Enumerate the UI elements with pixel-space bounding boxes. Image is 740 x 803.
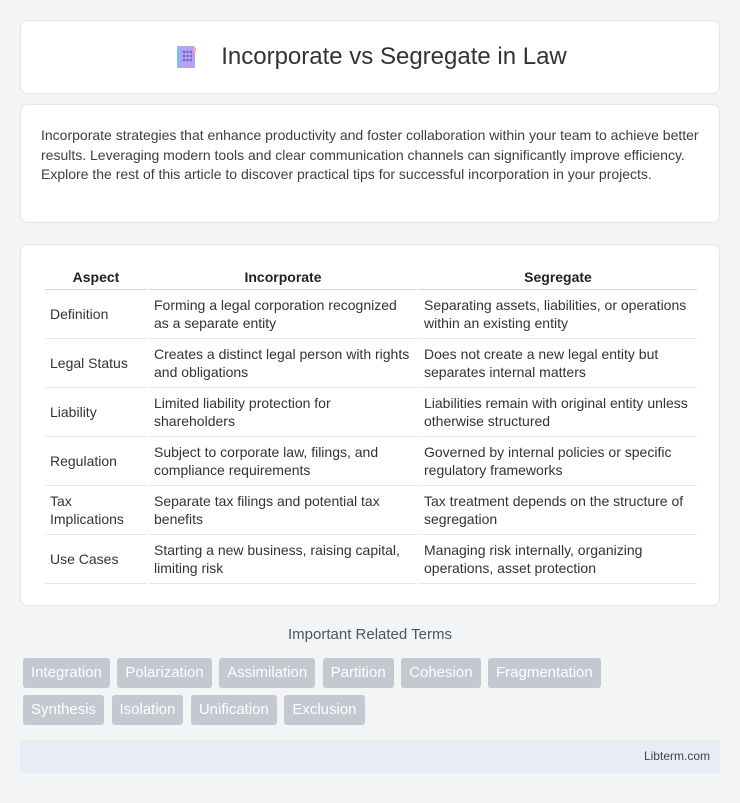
table-cell: Use Cases bbox=[45, 535, 147, 584]
related-term-tag[interactable]: Unification bbox=[191, 695, 277, 725]
notebook-icon bbox=[173, 44, 199, 70]
related-terms-heading: Important Related Terms bbox=[288, 626, 452, 643]
table-cell: Managing risk internally, organizing operations, asset protection bbox=[419, 535, 697, 584]
related-term-tag[interactable]: Synthesis bbox=[23, 695, 104, 725]
table-cell: Tax treatment depends on the structure of segregation bbox=[419, 486, 697, 535]
table-row bbox=[45, 339, 697, 388]
comparison-table bbox=[43, 265, 699, 584]
table-row bbox=[45, 437, 697, 486]
table-row bbox=[45, 388, 697, 437]
related-terms-list bbox=[23, 658, 723, 732]
comparison-table-card bbox=[20, 244, 720, 606]
column-header-aspect: Aspect bbox=[45, 265, 147, 290]
page-title: Incorporate vs Segregate in Law bbox=[221, 43, 567, 70]
table-header-row bbox=[45, 265, 697, 290]
table-row bbox=[45, 535, 697, 584]
related-term-tag[interactable]: Fragmentation bbox=[488, 658, 601, 688]
table-cell: Starting a new business, raising capital, limiting risk bbox=[149, 535, 417, 584]
table-cell: Liability bbox=[45, 388, 147, 437]
table-cell: Does not create a new legal entity but separates internal matters bbox=[419, 339, 697, 388]
table-cell: Tax Implications bbox=[45, 486, 147, 535]
table-row bbox=[45, 486, 697, 535]
table-cell: Governed by internal policies or specific regulatory frameworks bbox=[419, 437, 697, 486]
intro-card bbox=[20, 104, 720, 223]
related-term-tag[interactable]: Polarization bbox=[117, 658, 211, 688]
table-cell: Regulation bbox=[45, 437, 147, 486]
related-term-tag[interactable]: Isolation bbox=[112, 695, 184, 725]
related-term-tag[interactable]: Integration bbox=[23, 658, 110, 688]
table-cell: Legal Status bbox=[45, 339, 147, 388]
table-cell: Creates a distinct legal person with rights and obligations bbox=[149, 339, 417, 388]
related-term-tag[interactable]: Assimilation bbox=[219, 658, 315, 688]
table-cell: Forming a legal corporation recognized as a separate entity bbox=[149, 290, 417, 339]
column-header-incorporate: Incorporate bbox=[149, 265, 417, 290]
related-term-tag[interactable]: Partition bbox=[323, 658, 394, 688]
header-card bbox=[20, 20, 720, 94]
footer bbox=[20, 740, 720, 773]
related-term-tag[interactable]: Cohesion bbox=[401, 658, 480, 688]
related-term-tag[interactable]: Exclusion bbox=[284, 695, 364, 725]
table-cell: Limited liability protection for shareholders bbox=[149, 388, 417, 437]
table-cell: Separating assets, liabilities, or operations within an existing entity bbox=[419, 290, 697, 339]
table-cell: Liabilities remain with original entity unless otherwise structured bbox=[419, 388, 697, 437]
table-cell: Definition bbox=[45, 290, 147, 339]
intro-text: Incorporate strategies that enhance productivity and foster collaboration within your team to achieve better results. Leveraging modern tools and clear communication channels can significantly improve efficiency. Explore the rest of this article to discover practical tips for successful incorporation in your projects. bbox=[41, 127, 699, 182]
table-cell: Subject to corporate law, filings, and compliance requirements bbox=[149, 437, 417, 486]
table-row bbox=[45, 290, 697, 339]
column-header-segregate: Segregate bbox=[419, 265, 697, 290]
table-cell: Separate tax filings and potential tax benefits bbox=[149, 486, 417, 535]
footer-brand-link[interactable]: Libterm.com bbox=[643, 749, 710, 763]
